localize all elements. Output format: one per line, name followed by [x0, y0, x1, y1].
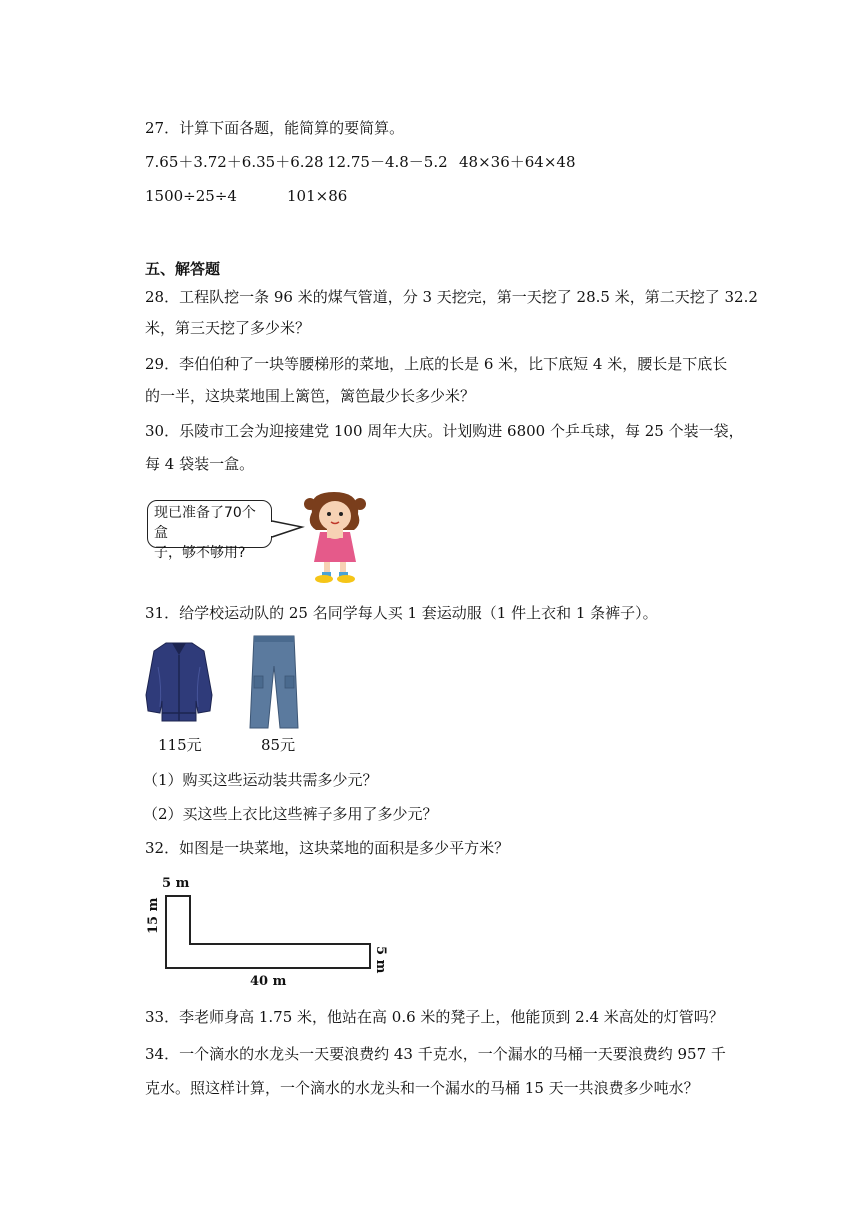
pants-image [248, 632, 300, 730]
bubble-line-2: 子，够不够用? [154, 545, 246, 561]
q27-expr-3: 48×36＋64×48 [459, 153, 576, 171]
q27-expr-5: 101×86 [287, 187, 348, 205]
q27-title: 27．计算下面各题，能简算的要简算。 [145, 119, 405, 137]
q27-expr-4: 1500÷25÷4 [145, 187, 237, 205]
q34-line2: 克水。照这样计算，一个滴水的水龙头和一个漏水的马桶 15 天一共浪费多少吨水？ [145, 1079, 699, 1097]
bubble-line-1: 现已准备了70个盒 [154, 505, 256, 541]
q28-line2: 米，第三天挖了多少米？ [145, 319, 311, 337]
q31-sub1: （1）购买这些运动装共需多少元？ [143, 771, 378, 789]
l-shape-diagram [160, 880, 400, 980]
q34-line1: 34．一个滴水的水龙头一天要浪费约 43 千克水，一个漏水的马桶一天要浪费约 957 千 [145, 1045, 726, 1063]
q27-row1 [145, 152, 576, 172]
dim-left: 15 m [146, 897, 161, 934]
q27-expr-2: 12.75－4.8－5.2 [327, 153, 448, 171]
q30-line1: 30．乐陵市工会为迎接建党 100 周年大庆。计划购进 6800 个乒乓球，每 25 个装一袋， [145, 422, 744, 440]
dim-right: 5 m [373, 946, 388, 974]
q31-sub2: （2）买这些上衣比这些裤子多用了多少元？ [143, 805, 438, 823]
jacket-price: 115元 [158, 736, 202, 754]
q29-line2: 的一半，这块菜地围上篱笆，篱笆最少长多少米？ [145, 387, 476, 405]
q28-line1: 28．工程队挖一条 96 米的煤气管道，分 3 天挖完，第一天挖了 28.5 米，第二天挖了 32.2 [145, 288, 758, 306]
speech-bubble [147, 500, 272, 561]
q32-line1: 32．如图是一块菜地，这块菜地的面积是多少平方米？ [145, 839, 510, 857]
section-heading: 五、解答题 [145, 260, 221, 278]
girl-illustration [300, 490, 370, 584]
q27-expr-1: 7.65＋3.72＋6.35＋6.28 [145, 153, 324, 171]
q33-line1: 33．李老师身高 1.75 米，他站在高 0.6 米的凳子上，他能顶到 2.4 米高处的灯管吗？ [145, 1008, 724, 1026]
q29-line1: 29．李伯伯种了一块等腰梯形的菜地，上底的长是 6 米，比下底短 4 米，腰长是下底长 [145, 355, 728, 373]
q27-row2 [145, 186, 347, 206]
dim-top: 5 m [162, 876, 190, 891]
jacket-image [144, 637, 214, 723]
q31-line1: 31．给学校运动队的 25 名同学每人买 1 套运动服（1 件上衣和 1 条裤子）。 [145, 604, 658, 622]
pants-price: 85元 [261, 736, 296, 754]
dim-bottom: 40 m [250, 974, 287, 989]
q30-line2: 每 4 袋装一盒。 [145, 455, 255, 473]
